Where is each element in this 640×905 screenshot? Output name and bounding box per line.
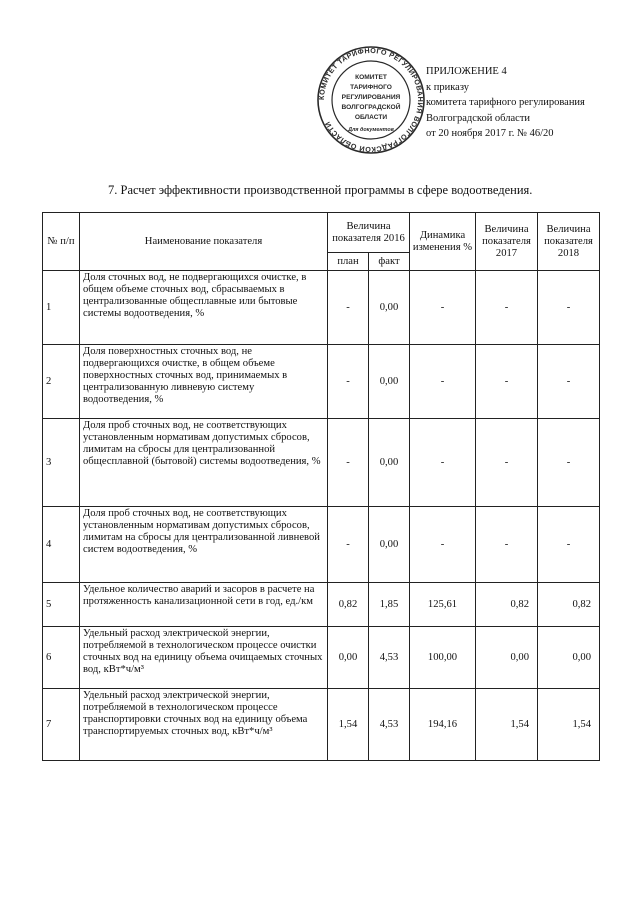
row-name: Удельное количество аварий и засоров в расчете на протяженность канализационной сети в год, ед./км — [80, 583, 328, 627]
row-plan: - — [328, 507, 369, 583]
row-plan: - — [328, 271, 369, 345]
row-fact: 1,85 — [369, 583, 410, 627]
row-name: Доля сточных вод, не подвергающихся очистке, в общем объеме сточных вод, сбрасываемых в централизованные общесплавные или бытовые системы водоотведения, % — [80, 271, 328, 345]
row-plan: 0,82 — [328, 583, 369, 627]
row-dynamics: 125,61 — [410, 583, 476, 627]
row-dynamics: - — [410, 271, 476, 345]
row-value-2017: 0,00 — [476, 627, 538, 689]
table-row — [43, 507, 600, 583]
table-row — [43, 627, 600, 689]
row-num: 2 — [43, 345, 80, 419]
row-fact: 4,53 — [369, 627, 410, 689]
table-row — [43, 271, 600, 345]
row-dynamics: - — [410, 507, 476, 583]
row-value-2018: - — [538, 271, 600, 345]
row-name: Доля поверхностных сточных вод, не подвергающихся очистке, в общем объеме поверхностных сточных вод, принимаемых в централизованную ливневую систему водоотведения, % — [80, 345, 328, 419]
row-fact: 4,53 — [369, 689, 410, 761]
seal-bottom-text: Для документов — [348, 127, 394, 133]
row-value-2018: 0,00 — [538, 627, 600, 689]
appendix-line-3: Волгоградской области — [426, 112, 531, 124]
header-value-2017: Величина показателя 2017 — [476, 213, 538, 271]
seal-line-1: КОМИТЕТ — [355, 74, 387, 81]
row-value-2018: 1,54 — [538, 689, 600, 761]
row-dynamics: 194,16 — [410, 689, 476, 761]
row-plan: - — [328, 419, 369, 507]
seal-ring-text: КОМИТЕТ ТАРИФНОГО РЕГУЛИРОВАНИЯ ВОЛГОГРАДСКОЙ ОБЛАСТИ — [316, 45, 426, 155]
appendix-header — [426, 64, 585, 142]
row-name: Удельный расход электрической энергии, потребляемой в технологическом процессе транспортировки сточных вод на единицу объема транспортируемых сточных вод, кВт*ч/м³ — [80, 689, 328, 761]
row-name: Доля проб сточных вод, не соответствующих установленным нормативам допустимых сбросов, лимитам на сбросы для централизованной общесплавной (бытовой) системы водоотведения, % — [80, 419, 328, 507]
header-value-2016: Величина показателя 2016 — [328, 213, 410, 253]
header-name: Наименование показателя — [80, 213, 328, 271]
header-dynamics: Динамика изменения % — [410, 213, 476, 271]
seal-line-2: ТАРИФНОГО — [350, 84, 392, 91]
row-plan: - — [328, 345, 369, 419]
row-value-2018: - — [538, 507, 600, 583]
row-value-2018: - — [538, 345, 600, 419]
row-value-2017: - — [476, 419, 538, 507]
row-num: 3 — [43, 419, 80, 507]
row-name: Удельный расход электрической энергии, потребляемой в технологическом процессе очистки сточных вод на единицу объема очищаемых сточных вод, кВт*ч/м³ — [80, 627, 328, 689]
row-fact: 0,00 — [369, 507, 410, 583]
efficiency-table — [42, 212, 600, 761]
row-value-2017: - — [476, 271, 538, 345]
table-row — [43, 689, 600, 761]
row-value-2017: - — [476, 345, 538, 419]
row-num: 4 — [43, 507, 80, 583]
seal-line-4: ВОЛГОГРАДСКОЙ — [341, 104, 401, 111]
header-plan: план — [328, 253, 369, 271]
row-value-2017: 1,54 — [476, 689, 538, 761]
official-seal — [316, 45, 426, 155]
seal-line-3: РЕГУЛИРОВАНИЯ — [341, 94, 401, 101]
seal-line-5: ОБЛАСТИ — [354, 114, 388, 121]
appendix-line-2: комитета тарифного регулирования — [426, 97, 585, 108]
row-num: 6 — [43, 627, 80, 689]
row-fact: 0,00 — [369, 419, 410, 507]
section-title: 7. Расчет эффективности производственной программы в сфере водоотведения. — [108, 183, 533, 197]
table-row — [43, 583, 600, 627]
row-num: 7 — [43, 689, 80, 761]
row-fact: 0,00 — [369, 271, 410, 345]
table-row — [43, 419, 600, 507]
row-value-2017: - — [476, 507, 538, 583]
row-dynamics: 100,00 — [410, 627, 476, 689]
row-dynamics: - — [410, 345, 476, 419]
header-value-2018: Величина показателя 2018 — [538, 213, 600, 271]
row-fact: 0,00 — [369, 345, 410, 419]
row-value-2018: 0,82 — [538, 583, 600, 627]
header-fact: факт — [369, 253, 410, 271]
header-num: № п/п — [43, 213, 80, 271]
appendix-title: ПРИЛОЖЕНИЕ 4 — [426, 66, 507, 77]
row-num: 5 — [43, 583, 80, 627]
appendix-line-1: к приказу — [426, 81, 469, 93]
row-name: Доля проб сточных вод, не соответствующих установленным нормативам допустимых сбросов, лимитам на сбросы для централизованной ливневой систем водоотведения, % — [80, 507, 328, 583]
row-plan: 1,54 — [328, 689, 369, 761]
row-plan: 0,00 — [328, 627, 369, 689]
row-num: 1 — [43, 271, 80, 345]
row-value-2018: - — [538, 419, 600, 507]
table-row — [43, 345, 600, 419]
row-dynamics: - — [410, 419, 476, 507]
appendix-line-4: от 20 ноября 2017 г. № 46/20 — [426, 128, 554, 139]
row-value-2017: 0,82 — [476, 583, 538, 627]
